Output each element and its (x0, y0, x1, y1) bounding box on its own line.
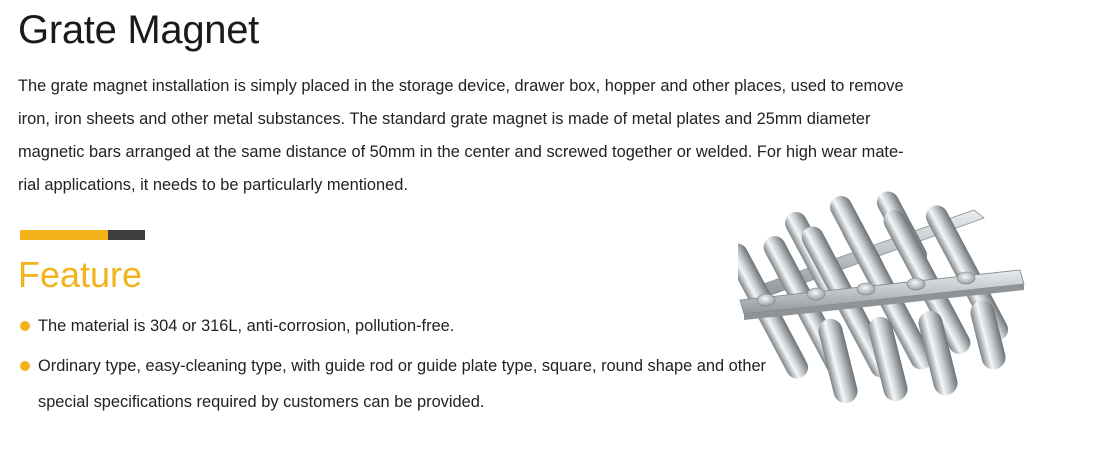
section-divider (20, 230, 145, 240)
feature-item (20, 308, 780, 344)
feature-item-text: Ordinary type, easy-cleaning type, with guide rod or guide plate type, square, round shape and other special specifications required by customers can be provided. (38, 357, 767, 411)
grate-magnet-product-icon (738, 188, 1038, 424)
feature-heading: Feature (18, 254, 143, 295)
feature-item-text: The material is 304 or 316L, anti-corrosion, pollution-free. (38, 317, 455, 335)
intro-line: rial applications, it needs to be particularly mentioned. (18, 176, 408, 194)
intro-line: The grate magnet installation is simply placed in the storage device, drawer box, hopper and other places, used to remove (18, 77, 904, 95)
intro-line: magnetic bars arranged at the same distance of 50mm in the center and screwed together or welded. For high wear mate- (18, 143, 904, 161)
feature-list (20, 308, 780, 424)
divider-accent (20, 230, 108, 240)
divider-dark (108, 230, 145, 240)
bullet-dot-icon (20, 361, 30, 371)
feature-item (20, 348, 780, 420)
intro-paragraph (18, 70, 1028, 202)
page-title: Grate Magnet (18, 8, 259, 52)
intro-line: iron, iron sheets and other metal substances. The standard grate magnet is made of metal plates and 25mm diameter (18, 110, 871, 128)
bullet-dot-icon (20, 321, 30, 331)
